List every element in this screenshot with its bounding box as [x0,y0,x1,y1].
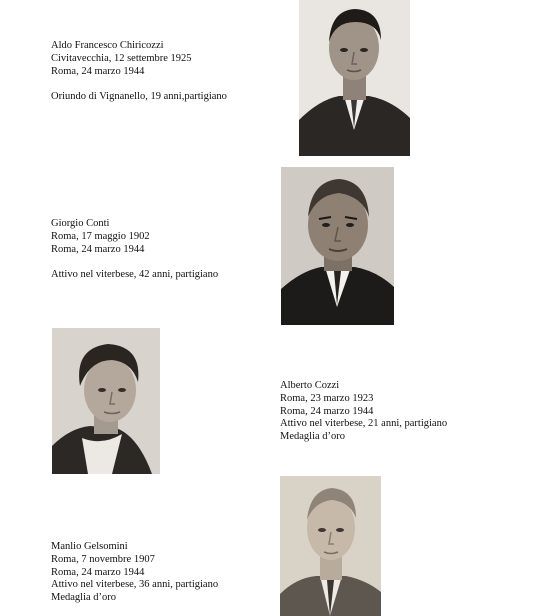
person-name: Manlio Gelsomini [51,541,128,552]
death-info: Roma, 24 marzo 1944 [51,243,145,255]
birth-info: Civitavecchia, 12 settembre 1925 [51,52,192,64]
person-name: Alberto Cozzi [280,380,340,391]
death-info: Roma, 24 marzo 1944 [280,405,374,417]
honor: Medaglia d’oro [280,431,346,443]
death-info: Roma, 24 marzo 1944 [51,65,145,77]
death-info: Roma, 24 marzo 1944 [51,566,145,578]
birth-info: Roma, 17 maggio 1902 [51,230,150,242]
entry-cozzi [280,380,447,444]
person-note: Attivo nel viterbese, 36 anni, partigiano [51,579,219,591]
person-note: Attivo nel viterbese, 21 anni, partigiano [280,418,448,430]
portrait-conti [281,167,394,325]
person-name: Aldo Francesco Chiricozzi [51,40,164,51]
person-name: Giorgio Conti [51,218,110,229]
portrait-cozzi [52,328,160,474]
entry-chiricozzi [51,40,227,104]
birth-info: Roma, 23 marzo 1923 [280,392,374,404]
person-note: Attivo nel viterbese, 42 anni, partigiano [51,269,219,281]
portrait-chiricozzi [299,0,410,156]
portrait-gelsomini [280,476,381,616]
honor: Medaglia d’oro [51,592,117,604]
entry-gelsomini [51,541,218,605]
entry-conti [51,218,218,282]
birth-info: Roma, 7 novembre 1907 [51,553,155,565]
person-note: Oriundo di Vignanello, 19 anni,partigiano [51,91,227,103]
